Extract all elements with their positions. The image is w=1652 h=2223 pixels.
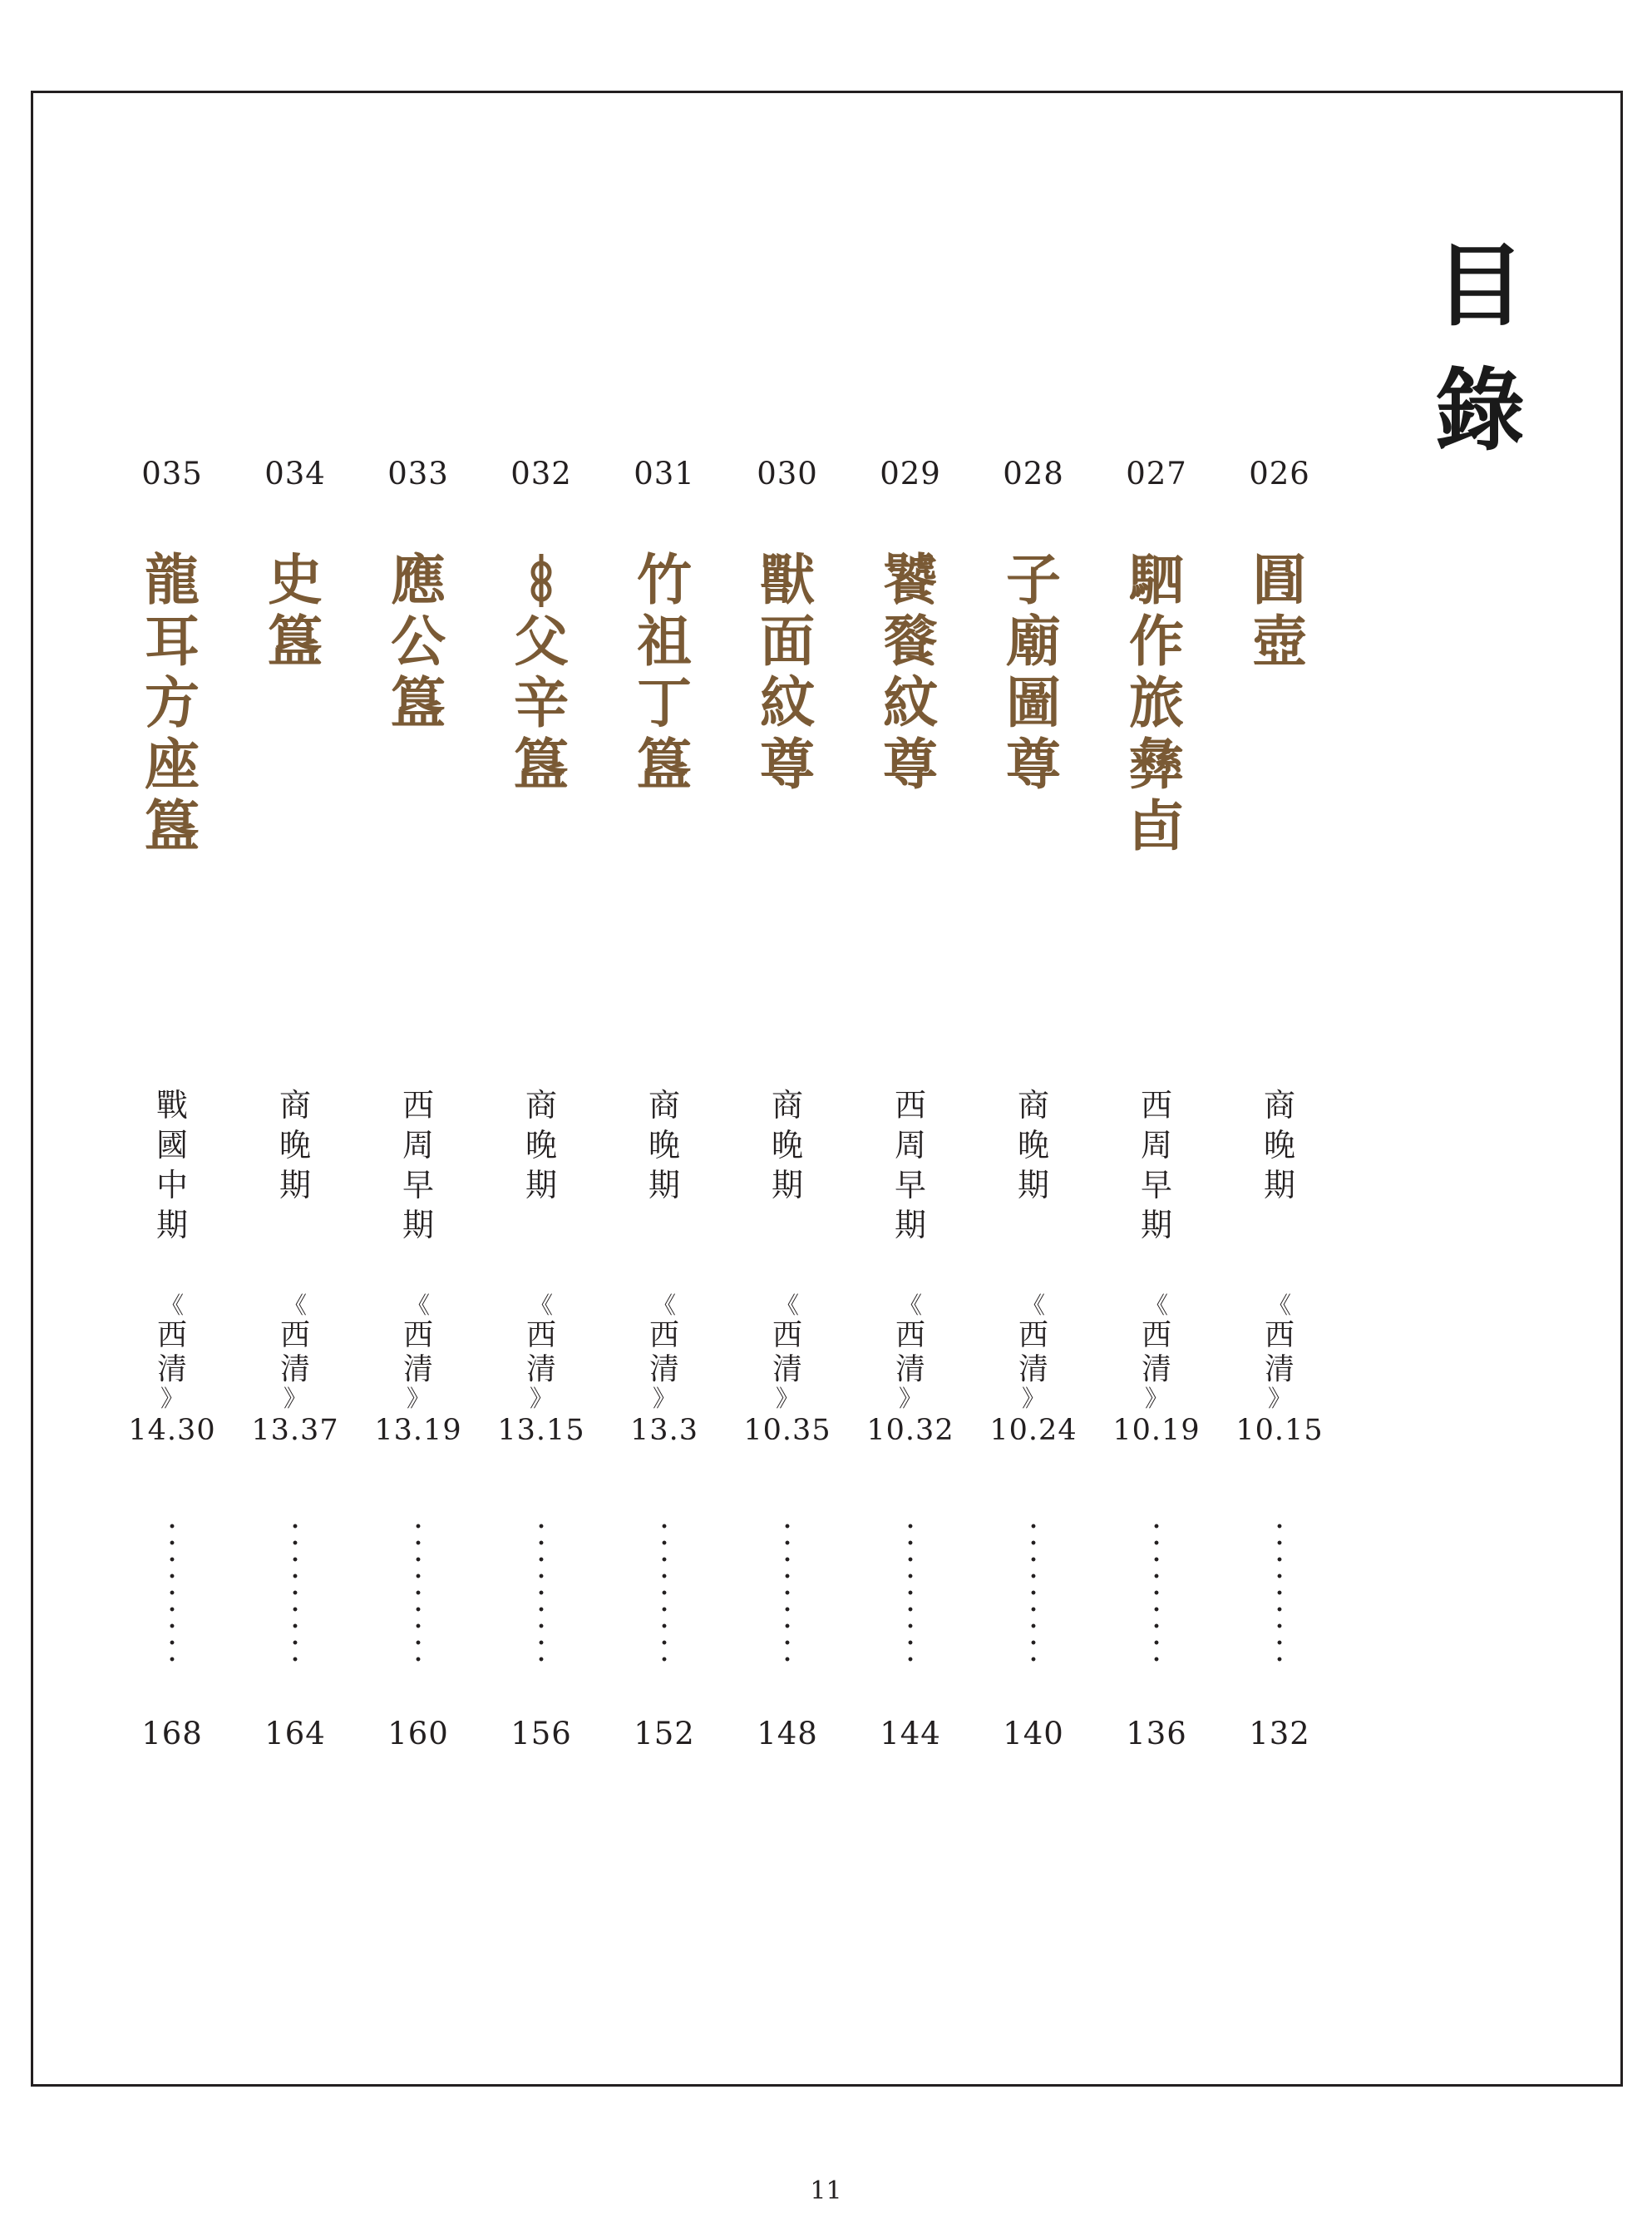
name-char: 彝 [1129,732,1184,797]
entry-period: 商 晚 期 [1017,1087,1049,1203]
toc-title-char: 目 [1434,235,1525,338]
name-char: 駟 [1129,547,1184,612]
entry-period: 商 晚 期 [648,1087,680,1203]
toc-title [1434,225,1526,474]
name-char: 簋 [145,793,200,858]
dot-leader [170,1518,175,1667]
name-char: 祖 [637,609,692,674]
folio-page-number: 11 [810,2176,842,2206]
dot-leader [293,1518,298,1667]
entry-source: 《 西 清 》 [402,1292,433,1412]
name-char: 旅 [1129,670,1184,735]
entry-number: 027 [1126,456,1187,492]
entry-name[interactable] [111,549,234,857]
name-char: 尊 [1006,732,1061,797]
dot-leader [539,1518,544,1667]
entry-source: 《 西 清 》 [1141,1292,1171,1412]
toc-title-char: 錄 [1434,359,1525,463]
entry-name[interactable] [480,549,603,795]
name-char: 紋 [883,670,938,735]
entry-source: 《 西 清 》 [156,1292,187,1412]
entry-reference: 13.3 [630,1414,698,1447]
entry-page-number[interactable]: 136 [1126,1716,1187,1751]
name-char: 作 [1129,609,1184,674]
entry-source: 《 西 清 》 [772,1292,802,1412]
name-char: 丁 [637,670,692,735]
dot-leader [662,1518,667,1667]
entry-name[interactable] [1218,549,1341,672]
name-char: 尊 [760,732,815,797]
name-char: 簋 [268,609,323,674]
name-char: 簋 [514,732,569,797]
entry-source: 《 西 清 》 [1264,1292,1294,1412]
entry-page-number[interactable]: 132 [1249,1716,1310,1751]
name-char: 㘣 [1252,547,1307,612]
name-char: 簋 [637,732,692,797]
entry-name[interactable] [603,549,726,795]
entry-page-number[interactable]: 144 [880,1716,941,1751]
name-char: 餮 [883,609,938,674]
entry-period: 戰 國 中 期 [155,1087,188,1243]
entry-name[interactable] [849,549,972,795]
name-char: 辛 [514,670,569,735]
entry-number: 033 [387,456,449,492]
entry-page-number[interactable]: 140 [1003,1716,1064,1751]
entry-source: 《 西 清 》 [525,1292,556,1412]
entry-reference: 10.24 [989,1414,1077,1447]
dot-leader [908,1518,913,1667]
entry-name[interactable] [726,549,849,795]
entry-reference: 13.37 [251,1414,339,1447]
entry-number: 028 [1003,456,1064,492]
entry-reference: 10.35 [743,1414,831,1447]
dot-leader [785,1518,790,1667]
name-char: 尊 [883,732,938,797]
name-char: 龍 [145,547,200,612]
entry-number: 034 [264,456,326,492]
entry-period: 商 晚 期 [771,1087,803,1203]
entry-reference: 13.19 [374,1414,462,1447]
entry-source: 《 西 清 》 [895,1292,925,1412]
name-char: 壺 [1252,609,1307,674]
entry-period: 商 晚 期 [1263,1087,1295,1203]
dot-leader [1154,1518,1159,1667]
name-char: 父 [514,609,569,674]
name-char: 座 [145,732,200,797]
entry-name[interactable] [234,549,357,672]
name-char: 竹 [637,547,692,612]
name-char: 面 [760,609,815,674]
entry-name[interactable] [1095,549,1218,857]
dot-leader [1277,1518,1282,1667]
name-char: 方 [145,670,200,735]
entry-reference: 10.32 [866,1414,954,1447]
name-char: 應 [391,547,446,612]
entry-number: 029 [880,456,941,492]
entry-period: 西 周 早 期 [402,1087,434,1243]
entry-source: 《 西 清 》 [648,1292,679,1412]
name-char: 卣 [1129,793,1184,858]
entry-reference: 14.30 [128,1414,216,1447]
dot-leader [1031,1518,1036,1667]
clan-sign-icon [480,549,603,610]
entry-reference: 10.19 [1112,1414,1201,1447]
entry-period: 商 晚 期 [279,1087,311,1203]
entry-source: 《 西 清 》 [1018,1292,1048,1412]
entry-number: 026 [1249,456,1310,492]
entry-page-number[interactable]: 168 [141,1716,203,1751]
entry-name[interactable] [357,549,480,734]
name-char: 圖 [1006,670,1061,735]
name-char: 紋 [760,670,815,735]
name-char: 獸 [760,547,815,612]
entry-page-number[interactable]: 148 [757,1716,818,1751]
entry-page-number[interactable]: 164 [264,1716,326,1751]
entry-number: 030 [757,456,818,492]
entry-page-number[interactable]: 152 [634,1716,695,1751]
name-char: 史 [268,547,323,612]
name-char: 公 [391,609,446,674]
entry-period: 西 周 早 期 [1140,1087,1172,1243]
entry-period: 西 周 早 期 [894,1087,926,1243]
name-char: 耳 [145,609,200,674]
name-char: 子 [1006,547,1061,612]
entry-page-number[interactable]: 160 [387,1716,449,1751]
entry-period: 商 晚 期 [525,1087,557,1203]
entry-number: 031 [634,456,695,492]
entry-reference: 13.15 [497,1414,585,1447]
entry-number: 035 [141,456,203,492]
name-char: 饕 [883,547,938,612]
entry-page-number[interactable]: 156 [510,1716,572,1751]
dot-leader [416,1518,421,1667]
entry-reference: 10.15 [1235,1414,1324,1447]
entry-source: 《 西 清 》 [279,1292,310,1412]
name-char: 廟 [1006,609,1061,674]
name-char: 簋 [391,670,446,735]
entry-name[interactable] [972,549,1095,795]
entry-number: 032 [510,456,572,492]
